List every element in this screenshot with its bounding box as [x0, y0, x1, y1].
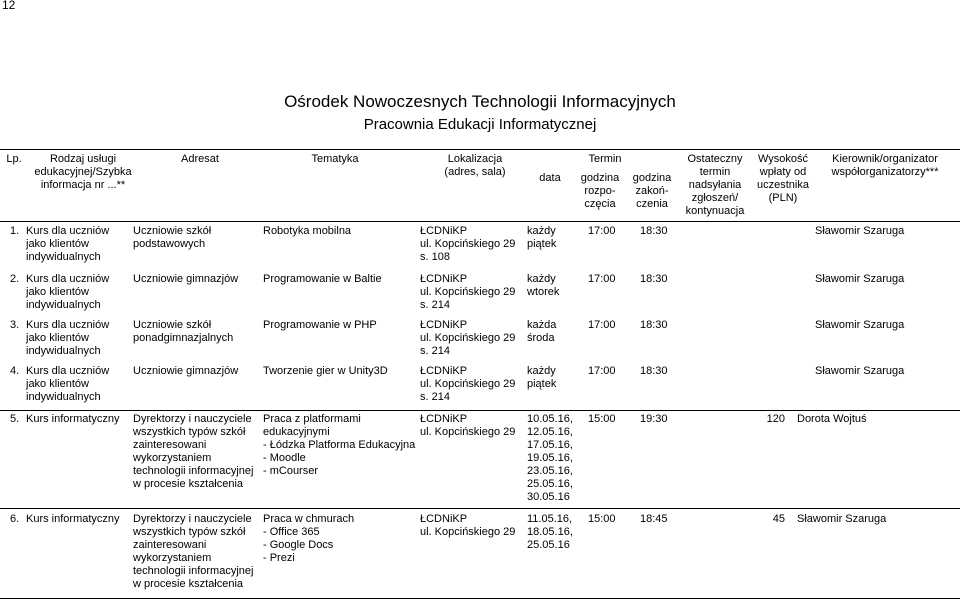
cell-start: 17:00 — [588, 273, 616, 285]
cell-adresat: Dyrektorzy i nauczyciele wszystkich typów szkół zainteresowani wykorzystaniem technologii informacyjnej w procesie kształcenia — [133, 513, 254, 590]
cell-rodzaj: Kurs dla uczniów jako klientów indywidualnych — [26, 273, 110, 311]
cell-data: 10.05.16, 12.05.16, 17.05.16, 19.05.16, 23.05.16, 25.05.16, 30.05.16 — [527, 413, 573, 503]
cell-kierownik: Sławomir Szaruga — [815, 319, 905, 331]
rule-before-row-6 — [0, 508, 960, 509]
rule-before-row-5 — [0, 410, 960, 411]
cell-tematyka: Programowanie w PHP — [263, 319, 377, 331]
cell-tematyka: Tworzenie gier w Unity3D — [263, 365, 388, 377]
cell-end: 18:30 — [640, 225, 668, 237]
header-bottom-rule — [0, 221, 960, 222]
cell-kierownik: Sławomir Szaruga — [815, 273, 905, 285]
cell-lp: 4. — [10, 365, 20, 377]
cell-lp: 1. — [10, 225, 20, 237]
cell-end: 19:30 — [640, 413, 668, 425]
cell-adresat: Uczniowie gimnazjów — [133, 365, 239, 377]
page-title: Ośrodek Nowoczesnych Technologii Informacyjnych — [284, 92, 676, 111]
header-rodzaj: Rodzaj usługi edukacyjnej/Szybka informacja nr ...** — [34, 153, 132, 191]
cell-data: każdy piątek — [527, 225, 557, 250]
header-deadline: Ostateczny termin nadsyłania zgłoszeń/ kontynuacja — [685, 153, 745, 217]
cell-start: 15:00 — [588, 513, 616, 525]
cell-adresat: Dyrektorzy i nauczyciele wszystkich typów szkół zainteresowani wykorzystaniem technologii informacyjnej w procesie kształcenia — [133, 413, 254, 490]
cell-lp: 6. — [10, 513, 20, 525]
cell-adresat: Uczniowie gimnazjów — [133, 273, 239, 285]
cell-end: 18:45 — [640, 513, 668, 525]
header-fee: Wysokość wpłaty od uczestnika (PLN) — [757, 153, 809, 204]
cell-lokalizacja: ŁCDNiKP ul. Kopcińskiego 29 s. 214 — [420, 365, 516, 403]
cell-kierownik: Sławomir Szaruga — [815, 365, 905, 377]
cell-lp: 3. — [10, 319, 20, 331]
cell-start: 17:00 — [588, 225, 616, 237]
cell-lokalizacja: ŁCDNiKP ul. Kopcińskiego 29 s. 108 — [420, 225, 516, 263]
cell-start: 15:00 — [588, 413, 616, 425]
cell-lokalizacja: ŁCDNiKP ul. Kopcińskiego 29 — [420, 413, 516, 438]
cell-tematyka: Robotyka mobilna — [263, 225, 352, 237]
cell-wplata: 45 — [772, 513, 785, 525]
cell-tematyka: Programowanie w Baltie — [263, 273, 382, 285]
cell-rodzaj: Kurs informatyczny — [26, 513, 120, 525]
cell-data: 11.05.16, 18.05.16, 25.05.16 — [527, 513, 573, 551]
header-start-hour: godzina rozpo- częcia — [580, 172, 620, 210]
cell-kierownik: Sławomir Szaruga — [815, 225, 905, 237]
cell-adresat: Uczniowie szkół podstawowych — [133, 225, 212, 250]
cell-data: każdy wtorek — [527, 273, 560, 298]
cell-lokalizacja: ŁCDNiKP ul. Kopcińskiego 29 s. 214 — [420, 319, 516, 357]
header-lp: Lp. — [6, 153, 22, 165]
cell-kierownik: Dorota Wojtuś — [797, 413, 867, 425]
cell-start: 17:00 — [588, 319, 616, 331]
table-bottom-rule — [0, 598, 960, 599]
page-number: 12 — [2, 0, 16, 12]
cell-tematyka: Praca w chmurach - Office 365 - Google Docs - Prezi — [263, 513, 355, 564]
header-end-hour: godzina zakoń- czenia — [632, 172, 672, 210]
header-lokalizacja: Lokalizacja (adres, sala) — [444, 153, 506, 178]
cell-end: 18:30 — [640, 365, 668, 377]
header-data: data — [539, 172, 561, 184]
cell-wplata: 120 — [766, 413, 785, 425]
cell-data: każdy piątek — [527, 365, 557, 390]
cell-start: 17:00 — [588, 365, 616, 377]
table-top-rule — [0, 149, 960, 150]
cell-lp: 2. — [10, 273, 20, 285]
header-adresat: Adresat — [181, 153, 219, 165]
cell-lokalizacja: ŁCDNiKP ul. Kopcińskiego 29 s. 214 — [420, 273, 516, 311]
cell-rodzaj: Kurs dla uczniów jako klientów indywidualnych — [26, 319, 110, 357]
header-organizer: Kierownik/organizator współorganizatorzy*** — [831, 153, 939, 178]
cell-kierownik: Sławomir Szaruga — [797, 513, 887, 525]
header-termin: Termin — [588, 153, 622, 165]
page-subtitle: Pracownia Edukacji Informatycznej — [363, 116, 597, 133]
cell-end: 18:30 — [640, 273, 668, 285]
cell-rodzaj: Kurs dla uczniów jako klientów indywidualnych — [26, 365, 110, 403]
cell-rodzaj: Kurs dla uczniów jako klientów indywidualnych — [26, 225, 110, 263]
cell-lokalizacja: ŁCDNiKP ul. Kopcińskiego 29 — [420, 513, 516, 538]
cell-tematyka: Praca z platformami edukacyjnymi - Łódzka Platforma Edukacyjna - Moodle - mCourser — [263, 413, 416, 477]
cell-adresat: Uczniowie szkół ponadgimnazjalnych — [133, 319, 234, 344]
cell-lp: 5. — [10, 413, 20, 425]
cell-rodzaj: Kurs informatyczny — [26, 413, 120, 425]
cell-data: każda środa — [527, 319, 557, 344]
cell-end: 18:30 — [640, 319, 668, 331]
header-tematyka: Tematyka — [311, 153, 359, 165]
